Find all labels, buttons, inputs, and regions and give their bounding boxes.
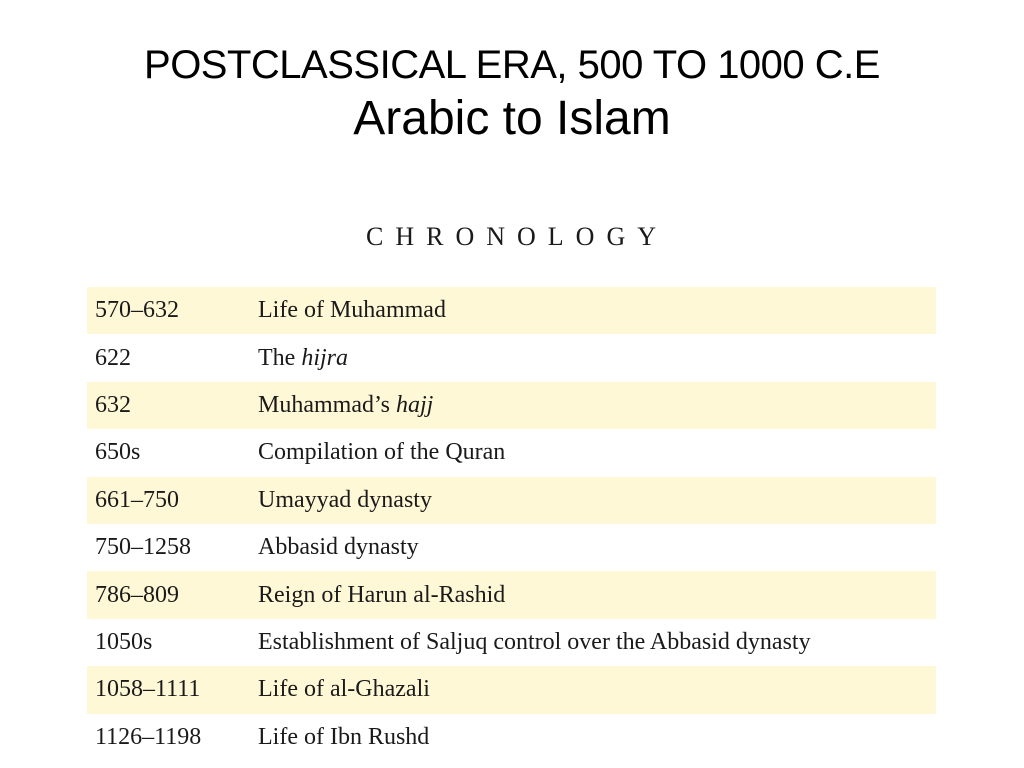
chronology-row [87,382,936,429]
event-italic-term: hajj [396,391,434,418]
chronology-row [87,571,936,618]
chronology-row [87,666,936,713]
chronology-event [250,487,936,514]
title-line-2: Arabic to Islam [353,92,671,145]
chronology-date: 661–750 [95,486,179,513]
slide-title [0,40,1024,148]
chronology-event [250,724,936,751]
chronology-event [250,345,936,372]
event-text: Compilation of the Quran [258,439,506,466]
chronology-date: 1050s [95,628,153,655]
event-text: Abbasid dynasty [258,534,419,561]
chronology-heading: CHRONOLOGY [366,222,668,251]
chronology-event [250,582,936,609]
event-text: Life of Ibn Rushd [258,723,430,750]
chronology-row [87,477,936,524]
chronology-row [87,714,936,761]
event-text: Life of Muhammad [258,297,446,324]
chronology-row [87,524,936,571]
event-text: The [258,344,302,371]
title-line-1: POSTCLASSICAL ERA, 500 TO 1000 C.E [144,43,880,87]
chronology-row [87,334,936,381]
event-text: Muhammad’s [258,391,396,418]
chronology-row [87,619,936,666]
chronology-date: 786–809 [95,581,179,608]
chronology-event [250,392,936,419]
chronology-event [250,676,936,703]
chronology-date: 750–1258 [95,534,191,561]
chronology-date: 570–632 [95,297,179,324]
chronology-event [250,629,936,656]
chronology-row [87,429,936,476]
event-text: Life of al-Ghazali [258,676,430,703]
event-text: Umayyad dynasty [258,486,432,513]
event-text: Reign of Harun al-Rashid [258,581,506,608]
chronology-row [87,287,936,334]
chronology-date: 650s [95,439,141,466]
chronology-date: 622 [95,344,131,371]
chronology-date: 1126–1198 [95,723,202,750]
event-text: Establishment of Saljuq control over the Abbasid dynasty [258,628,811,655]
event-italic-term: hijra [301,344,348,371]
chronology-event [250,534,936,561]
chronology-date: 1058–1111 [95,676,201,703]
chronology-event [250,439,936,466]
chronology-event [250,297,936,324]
chronology-table [87,287,936,761]
chronology-date: 632 [95,391,131,418]
